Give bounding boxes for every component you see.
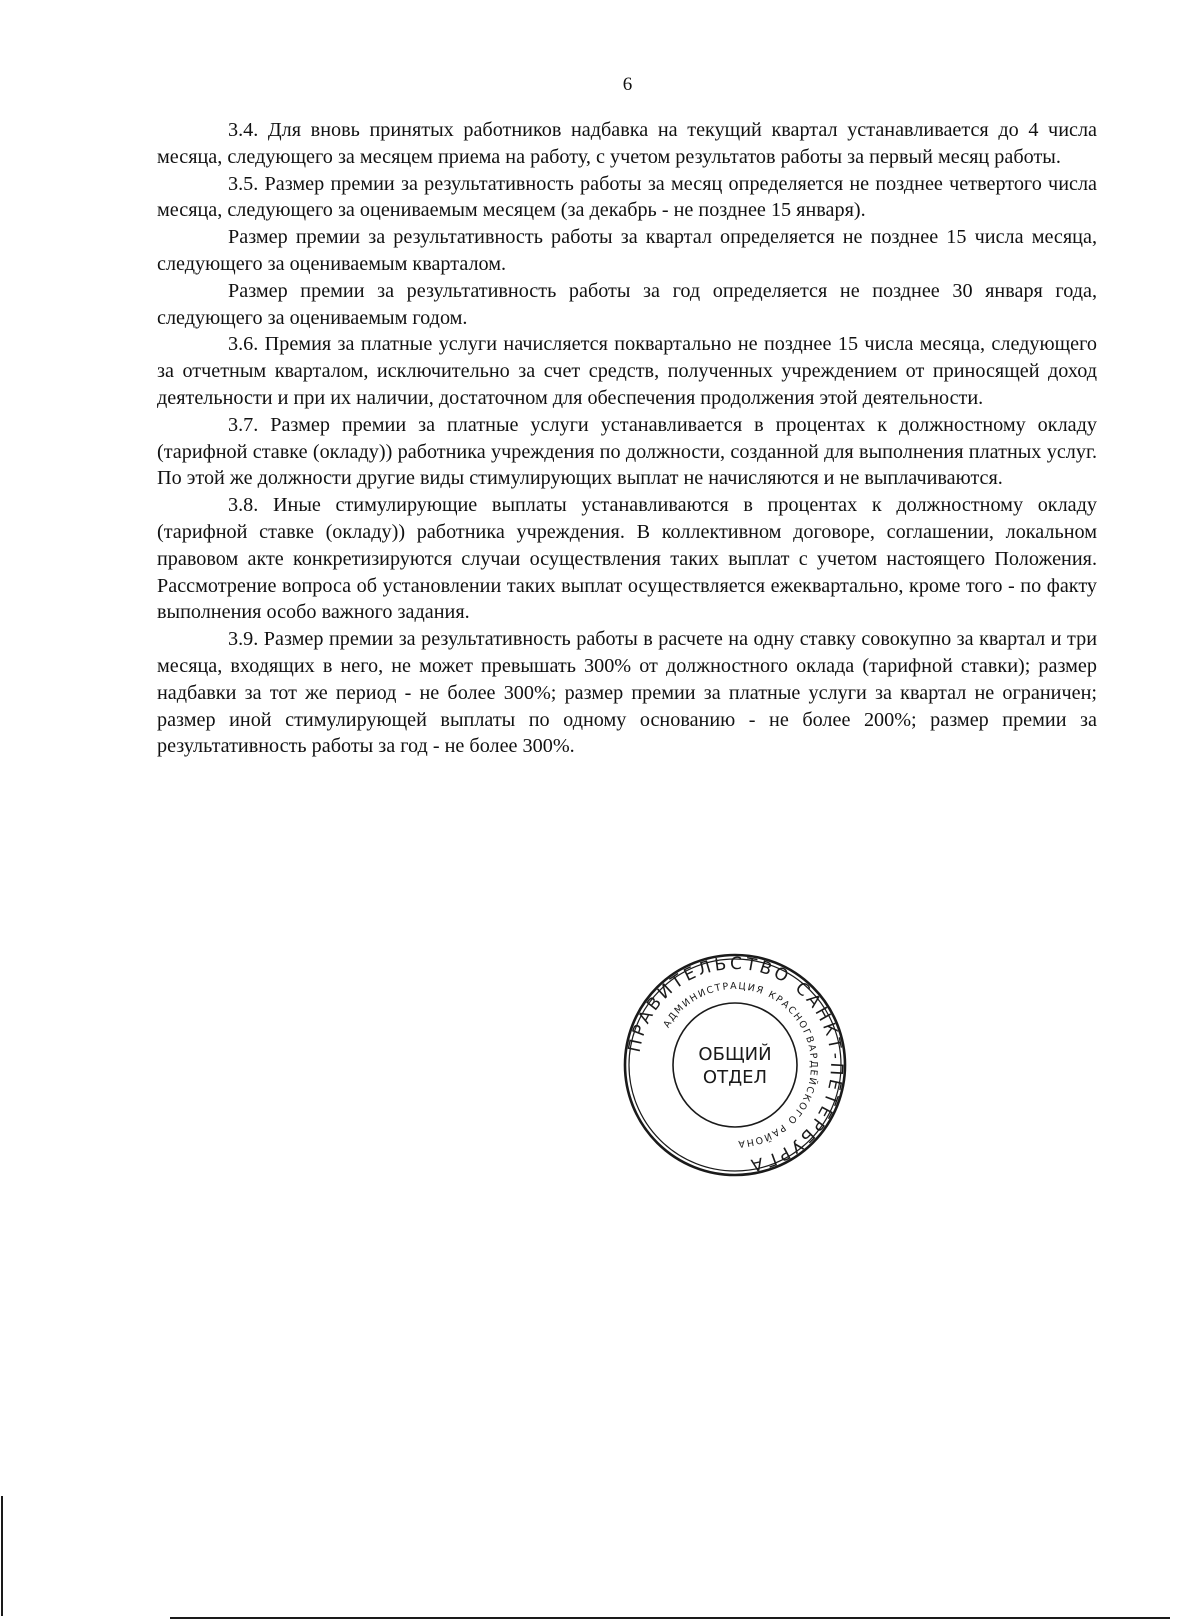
paragraph-year-bonus: Размер премии за результативность работы за год определяется не позднее 30 января года, следующего за оцениваемым годом. [157,279,1097,329]
paragraph-3-9: 3.9. Размер премии за результативность работы в расчете на одну ставку совокупно за квартал и три месяца, входящих в него, не может превышать 300% от должностного оклада (тарифной ставки); размер надбавки за тот же период - не более 300%; размер премии за платные услуги за квартал не ограничен; размер иной стимулирующей выплаты по одному основанию - не более 200%; размер премии за результативность работы за год - не более 300%. [157,628,1097,758]
stamp-seal-icon [620,950,850,1180]
stamp-center-line2: ОТДЕЛ [702,1067,768,1088]
scan-edge-bottom [170,1617,1170,1619]
official-stamp [620,950,850,1180]
document-body [157,117,1097,760]
stamp-outer-ring-text: ПРАВИТЕЛЬСТВО САНКТ-ПЕТЕРБУРГА [624,953,847,1176]
paragraph-3-7: 3.7. Размер премии за платные услуги устанавливается в процентах к должностному окладу (тарифной ставке (окладу)) работника учреждения по должности, созданной для выполнения платных услуг. По этой же должности другие виды стимулирующих выплат не начисляются и не выплачиваются. [157,413,1097,490]
paragraph-quarter-bonus: Размер премии за результативность работы за квартал определяется не позднее 15 числа месяца, следующего за оцениваемым кварталом. [157,226,1097,275]
paragraph-3-4: 3.4. Для вновь принятых работников надбавка на текущий квартал устанавливается до 4 числа месяца, следующего за месяцем приема на работу, с учетом результатов работы за первый месяц работы. [157,119,1097,168]
stamp-inner-ring-text: АДМИНИСТРАЦИЯ КРАСНОГВАРДЕЙСКОГО РАЙОНА [661,980,820,1150]
stamp-center-line1: ОБЩИЙ [698,1044,772,1065]
page-number: 6 [622,74,633,95]
scan-edge-left [1,1496,3,1616]
paragraph-3-5: 3.5. Размер премии за результативность работы за месяц определяется не позднее четвертого числа месяца, следующего за оцениваемым месяцем (за декабрь - не позднее 15 января). [157,172,1097,222]
paragraph-3-8: 3.8. Иные стимулирующие выплаты устанавливаются в процентах к должностному окладу (тарифной ставке (окладу)) работника учреждения. В коллективном договоре, соглашении, локальном правовом акте конкретизируются случаи осуществления таких выплат с учетом настоящего Положения. Рассмотрение вопроса об установлении таких выплат осуществляется ежеквартально, кроме того - по факту выполнения особо важного задания. [157,494,1097,624]
paragraph-3-6: 3.6. Премия за платные услуги начисляется поквартально не позднее 15 числа месяца, следующего за отчетным кварталом, исключительно за счет средств, полученных учреждением от приносящей доход деятельности и при их наличии, достаточном для обеспечения продолжения этой деятельности. [157,333,1097,409]
